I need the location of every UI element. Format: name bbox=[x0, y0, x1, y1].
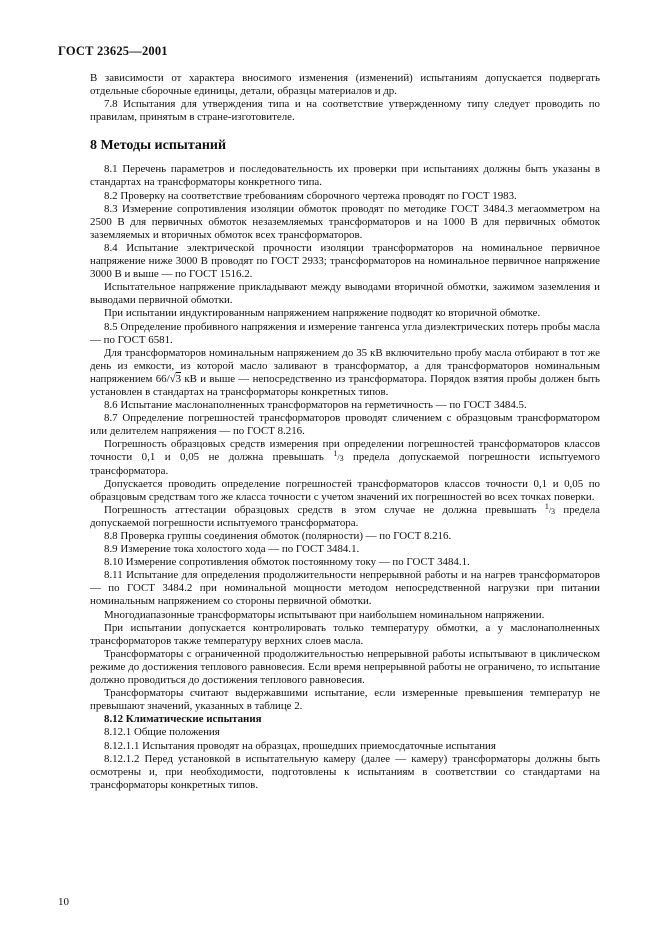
error-text-a: Погрешность образцовых средств измерения при определении погрешностей трансформаторов классов точности 0,1 и 0,05 не должна превышать bbox=[90, 438, 600, 464]
oil-sample-text-b: кВ и выше — непосредственно из трансформатора. Порядок взятия пробы должен быть установлен в стандартах на трансформаторы конкретных типов. bbox=[90, 372, 600, 398]
paragraph-8-11: 8.11 Испытание для определения продолжительности непрерывной работы и на нагрев трансформаторов — по ГОСТ 3484.2 при номинальной мощности методом непосредственной нагрузки при питании номинальным напряжением со стороны первичной обмотки. bbox=[90, 569, 600, 608]
paragraph-8-2: 8.2 Проверку на соответствие требованиям сборочного чертежа проводят по ГОСТ 1983. bbox=[104, 189, 517, 202]
paragraph-8-4: 8.4 Испытание электрической прочности изоляции трансформаторов на номинальное первичное напряжение ниже 3000 В проводят по ГОСТ 2933; трансформаторов на номинальное первичное напряжение 3000 В и выше — по ГОСТ 1516.2. bbox=[90, 241, 600, 281]
paragraph-8-12-1-2: 8.12.1.2 Перед установкой в испытательную камеру (далее — камеру) трансформаторы должны быть осмотрены и, при необходимости, подготовлены к испытаниям в соответствии со стандартами на трансформаторы конкретных типов. bbox=[90, 752, 600, 791]
attestation-text-b: предела допускаемой погрешности испытуемого трансформатора. bbox=[90, 503, 600, 529]
paragraph-8-8: 8.8 Проверка группы соединения обмоток (полярности) — по ГОСТ 8.216. bbox=[104, 530, 452, 542]
intro-paragraph-1: В зависимости от характера вносимого изменения (изменений) испытаниям допускается подвергать отдельные сборочные единицы, детали, образцы материалов и др. bbox=[90, 72, 600, 98]
document-header: ГОСТ 23625—2001 bbox=[58, 44, 168, 58]
page-content bbox=[90, 72, 600, 792]
intro-paragraph-2: 7.8 Испытания для утверждения типа и на соответствие утвержденному типу следует проводить по правилам, принятым в стране-изготовителе. bbox=[90, 98, 600, 124]
page-number: 10 bbox=[58, 896, 69, 908]
sqrt-value: 3 bbox=[175, 372, 182, 385]
paragraph-8-3: 8.3 Измерение сопротивления изоляции обмоток проводят по методике ГОСТ 3484.3 мегаомметром на 2500 В для первичных обмоток незаземляемых трансформаторов и на 1000 В для первичных обмоток заземляемых и вторичных обмоток всех трансформаторов. bbox=[90, 202, 600, 241]
paragraph-8-7-attestation bbox=[90, 501, 600, 530]
paragraph-8-12-1: 8.12.1 Общие положения bbox=[104, 726, 220, 739]
attestation-text-a: Погрешность аттестации образцовых средств в этом случае не должна превышать bbox=[104, 503, 545, 516]
paragraph-8-11-multirange: Многодиапазонные трансформаторы испытывают при наибольшем номинальном напряжении. bbox=[104, 608, 545, 621]
paragraph-8-6: 8.6 Испытание маслонаполненных трансформаторов на герметичность — по ГОСТ 3484.5. bbox=[104, 399, 527, 412]
paragraph-8-4-induced: При испытании индуктированным напряжением напряжение подводят ко вторичной обмотке. bbox=[104, 307, 541, 320]
paragraph-8-11-cyclic: Трансформаторы с ограниченной продолжительностью непрерывной работы испытывают в циклическом режиме до достижения теплового равновесия. Если время непрерывной работы не ограничено, то испытание должно проводиться до достижения теплового равновесия. bbox=[90, 647, 600, 687]
fraction-one-third: 1/3 bbox=[333, 449, 344, 464]
oil-sample-text-a: Для трансформаторов номинальным напряжением до 35 кВ включительно пробу масла отбирают в тот же день из емкости, из которой масло заливают в трансформатор, а для трансформаторов номинальным напряжением 66/ bbox=[90, 346, 600, 385]
sqrt-symbol: √ bbox=[169, 372, 176, 385]
section-heading-8: 8 Методы испытаний bbox=[90, 138, 227, 154]
paragraph-8-9: 8.9 Измерение тока холостого хода — по ГОСТ 3484.1. bbox=[104, 543, 360, 556]
paragraph-8-5-oil-sample bbox=[90, 347, 600, 399]
paragraph-8-5: 8.5 Определение пробивного напряжения и измерение тангенса угла диэлектрических потерь пробы масла — по ГОСТ 6581. bbox=[90, 320, 600, 346]
paragraph-8-10: 8.10 Измерение сопротивления обмоток постоянному току — по ГОСТ 3484.1. bbox=[104, 556, 470, 569]
paragraph-8-11-passed: Трансформаторы считают выдержавшими испытание, если измеренные превышения температур не превышают значений, указанных в таблице 2. bbox=[90, 687, 600, 713]
fraction-one-third-2: 1/3 bbox=[544, 501, 556, 516]
paragraph-8-7-error bbox=[90, 438, 600, 477]
paragraph-8-7: 8.7 Определение погрешностей трансформаторов проводят сличением с образцовым трансформатором или делителем напряжения — по ГОСТ 8.216. bbox=[90, 412, 600, 438]
paragraph-8-11-temperature: При испытании допускается контролировать только температуру обмотки, а у маслонаполненных трансформаторов также температуру верхних слоев масла. bbox=[90, 621, 600, 647]
paragraph-8-7-same-class: Допускается проводить определение погрешностей трансформаторов классов точности 0,1 и 0,05 по образцовым средствам того же класса точности с учетом значений их погрешностей во всех точках поверки. bbox=[90, 477, 600, 503]
paragraph-8-1: 8.1 Перечень параметров и последовательность их проверки при испытаниях должны быть указаны в стандартах на трансформаторы конкретного типа. bbox=[90, 163, 600, 189]
error-text-b: предела допускаемой погрешности испытуемого трансформатора. bbox=[90, 451, 600, 477]
paragraph-8-4-voltage: Испытательное напряжение прикладывают между выводами вторичной обмотки, зажимом заземления и выводами первичной обмотки. bbox=[90, 281, 600, 307]
paragraph-8-12-1-1: 8.12.1.1 Испытания проводят на образцах, прошедших приемосдаточные испытания bbox=[104, 739, 496, 752]
subsection-heading-8-12: 8.12 Климатические испытания bbox=[104, 713, 262, 726]
